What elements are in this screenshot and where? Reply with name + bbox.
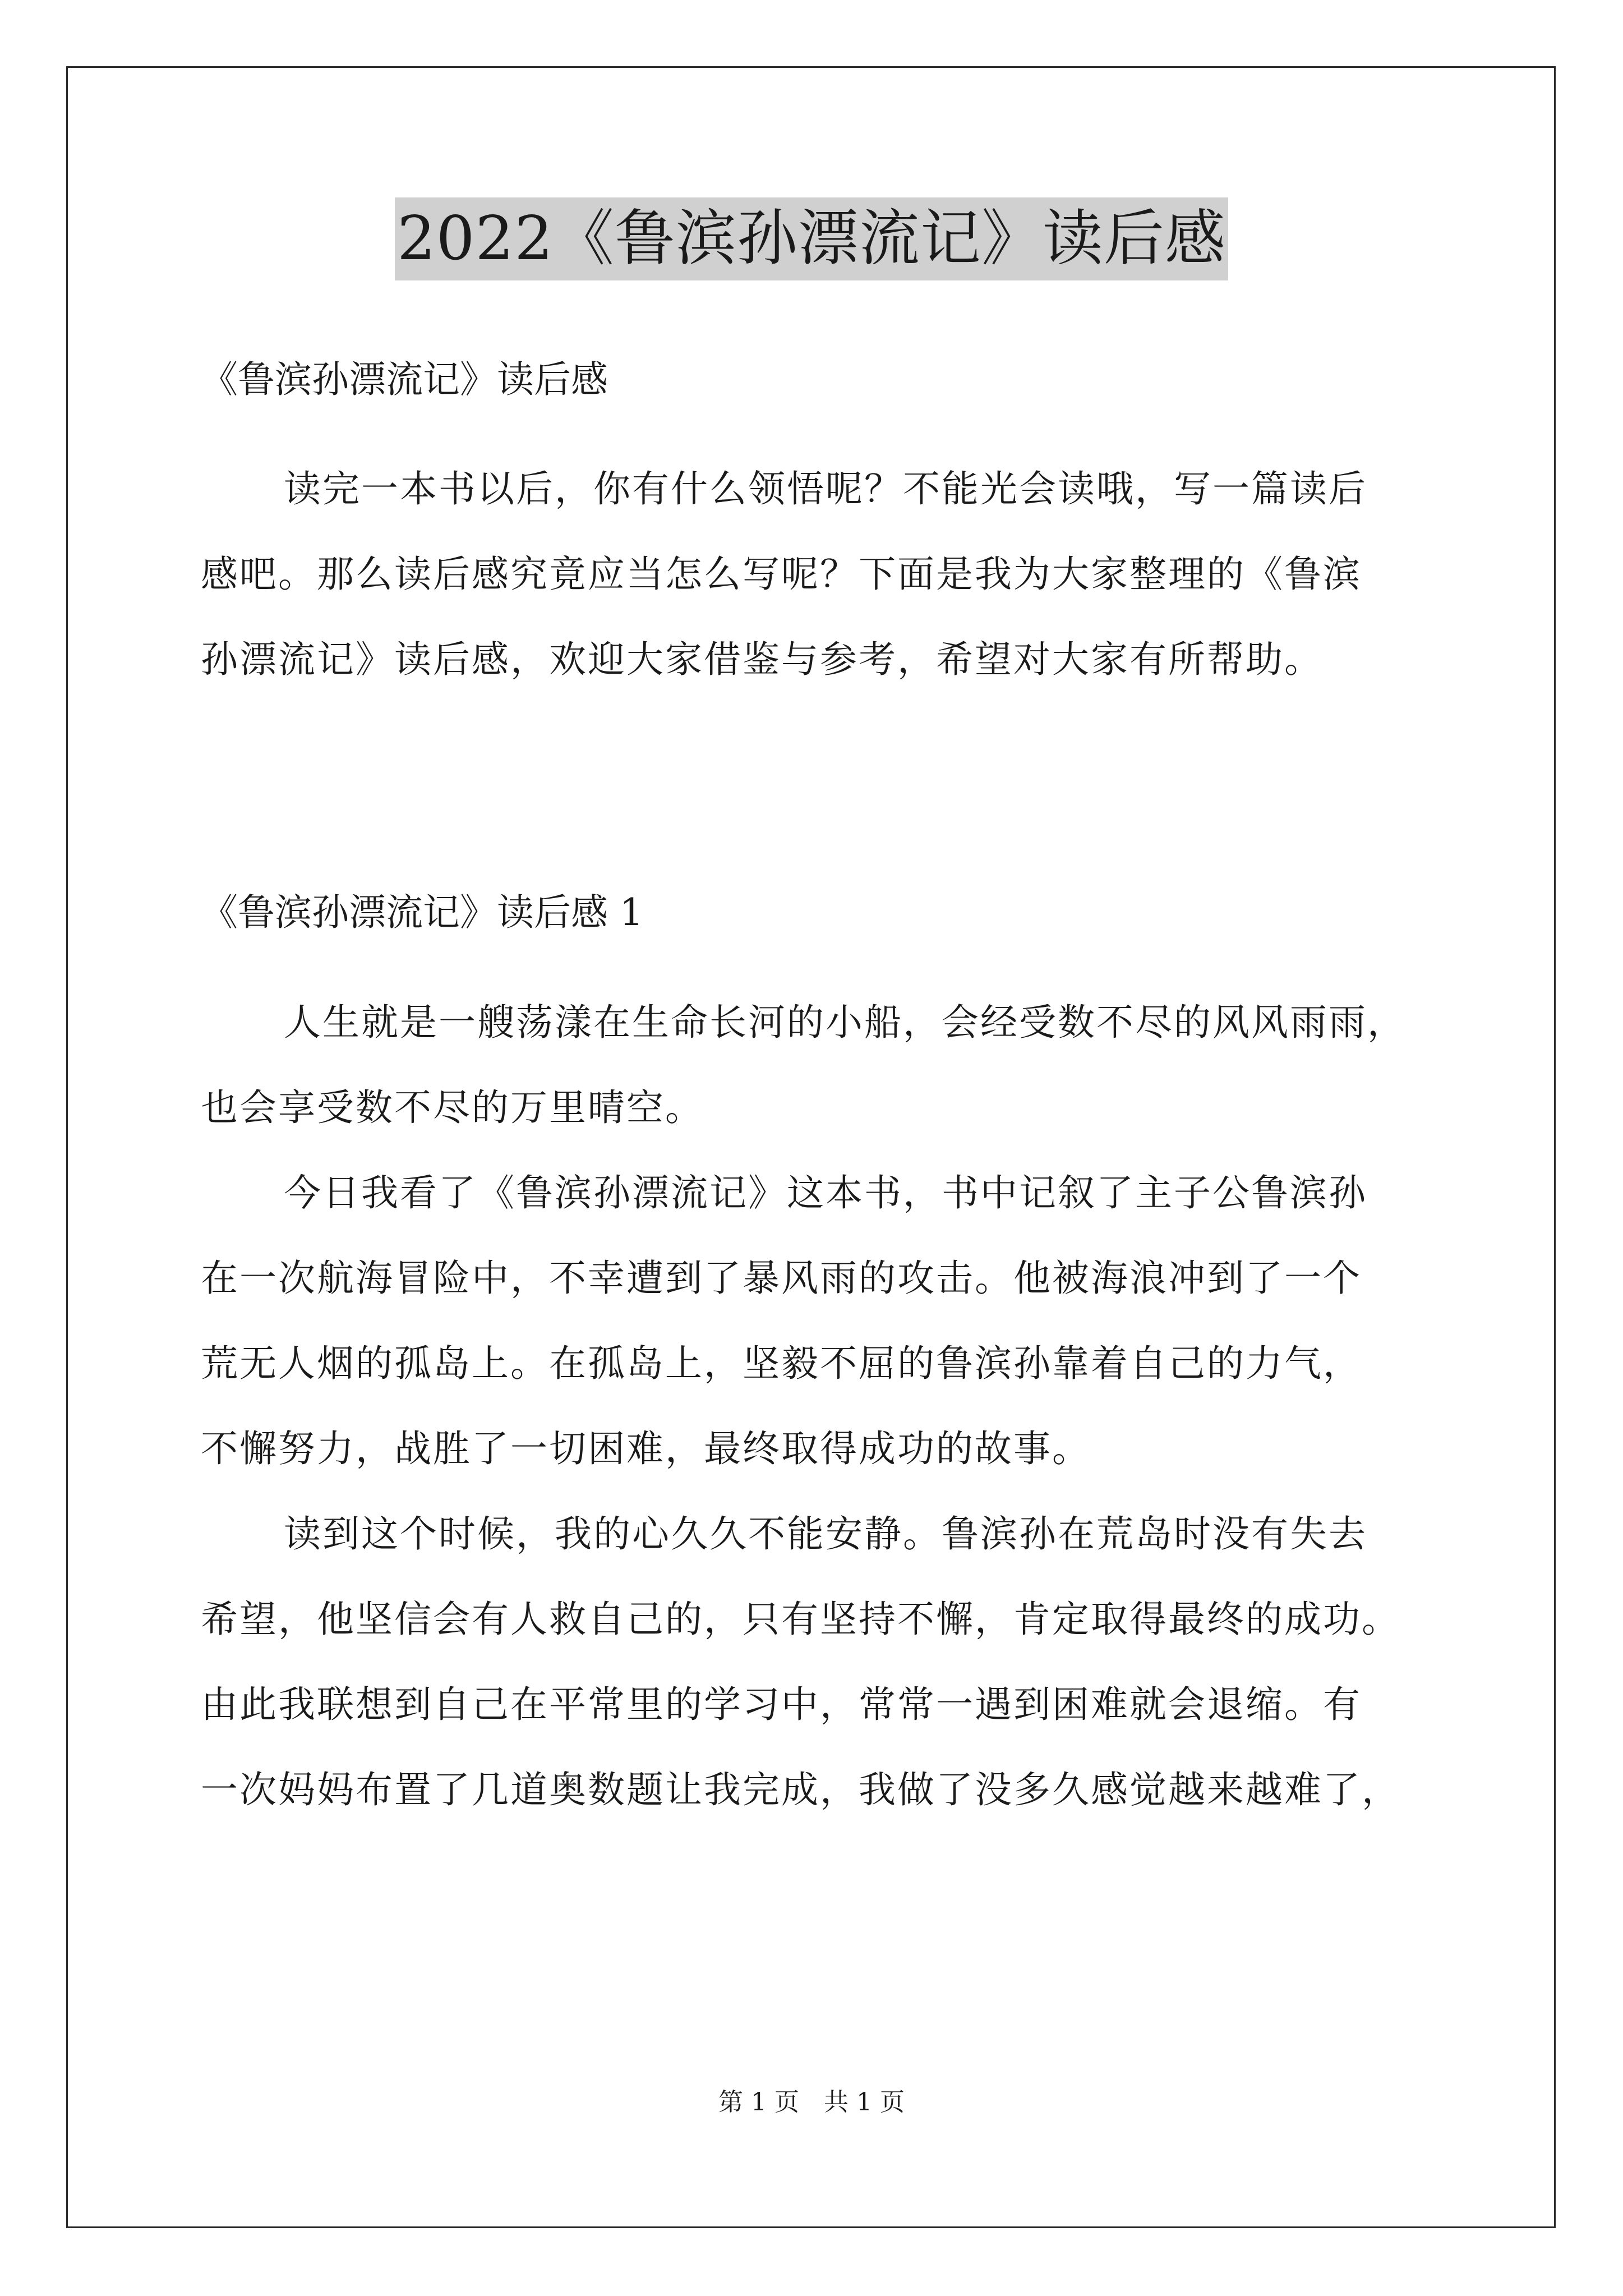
text-line: 读到这个时候，我的心久久不能安静。鲁滨孙在荒岛时没有失去: [284, 1512, 1367, 1556]
text-line: 人生就是一艘荡漾在生命长河的小船，会经受数不尽的风风雨雨，: [284, 1001, 1406, 1044]
text-line: 今日我看了《鲁滨孙漂流记》这本书，书中记叙了主子公鲁滨孙: [284, 1171, 1367, 1214]
text-line: 读完一本书以后，你有什么领悟呢？不能光会读哦，写一篇读后: [284, 467, 1367, 510]
text-line: 在一次航海冒险中，不幸遭到了暴风雨的攻击。他被海浪冲到了一个: [201, 1257, 1362, 1300]
text-line: 孙漂流记》读后感，欢迎大家借鉴与参考，希望对大家有所帮助。: [201, 638, 1323, 681]
paragraph-2: [201, 1151, 1435, 1492]
text-line: 希望，他坚信会有人救自己的，只有坚持不懈，肯定取得最终的成功。: [201, 1598, 1400, 1641]
page-footer: 第 1 页 共 1 页: [718, 2088, 905, 2116]
intro-paragraph: [201, 447, 1435, 702]
text-line: 也会享受数不尽的万里晴空。: [201, 1086, 704, 1129]
text-line: 感吧。那么读后感究竟应当怎么写呢？下面是我为大家整理的《鲁滨: [201, 553, 1362, 596]
main-heading: 《鲁滨孙漂流记》读后感: [201, 358, 608, 401]
section-heading: 《鲁滨孙漂流记》读后感 1: [201, 891, 643, 934]
text-line: 荒无人烟的孤岛上。在孤岛上，坚毅不屈的鲁滨孙靠着自己的力气，: [201, 1342, 1362, 1385]
paragraph-3: [201, 1492, 1435, 1833]
text-line: 一次妈妈布置了几道奥数题让我完成，我做了没多久感觉越来越难了，: [201, 1768, 1400, 1811]
text-line: 由此我联想到自己在平常里的学习中，常常一遇到困难就会退缩。有: [201, 1683, 1362, 1726]
document-title: 2022《鲁滨孙漂流记》读后感: [395, 197, 1228, 280]
text-line: 不懈努力，战胜了一切困难，最终取得成功的故事。: [201, 1427, 1091, 1470]
paragraph-1: [201, 980, 1435, 1151]
title-container: [0, 197, 1623, 280]
